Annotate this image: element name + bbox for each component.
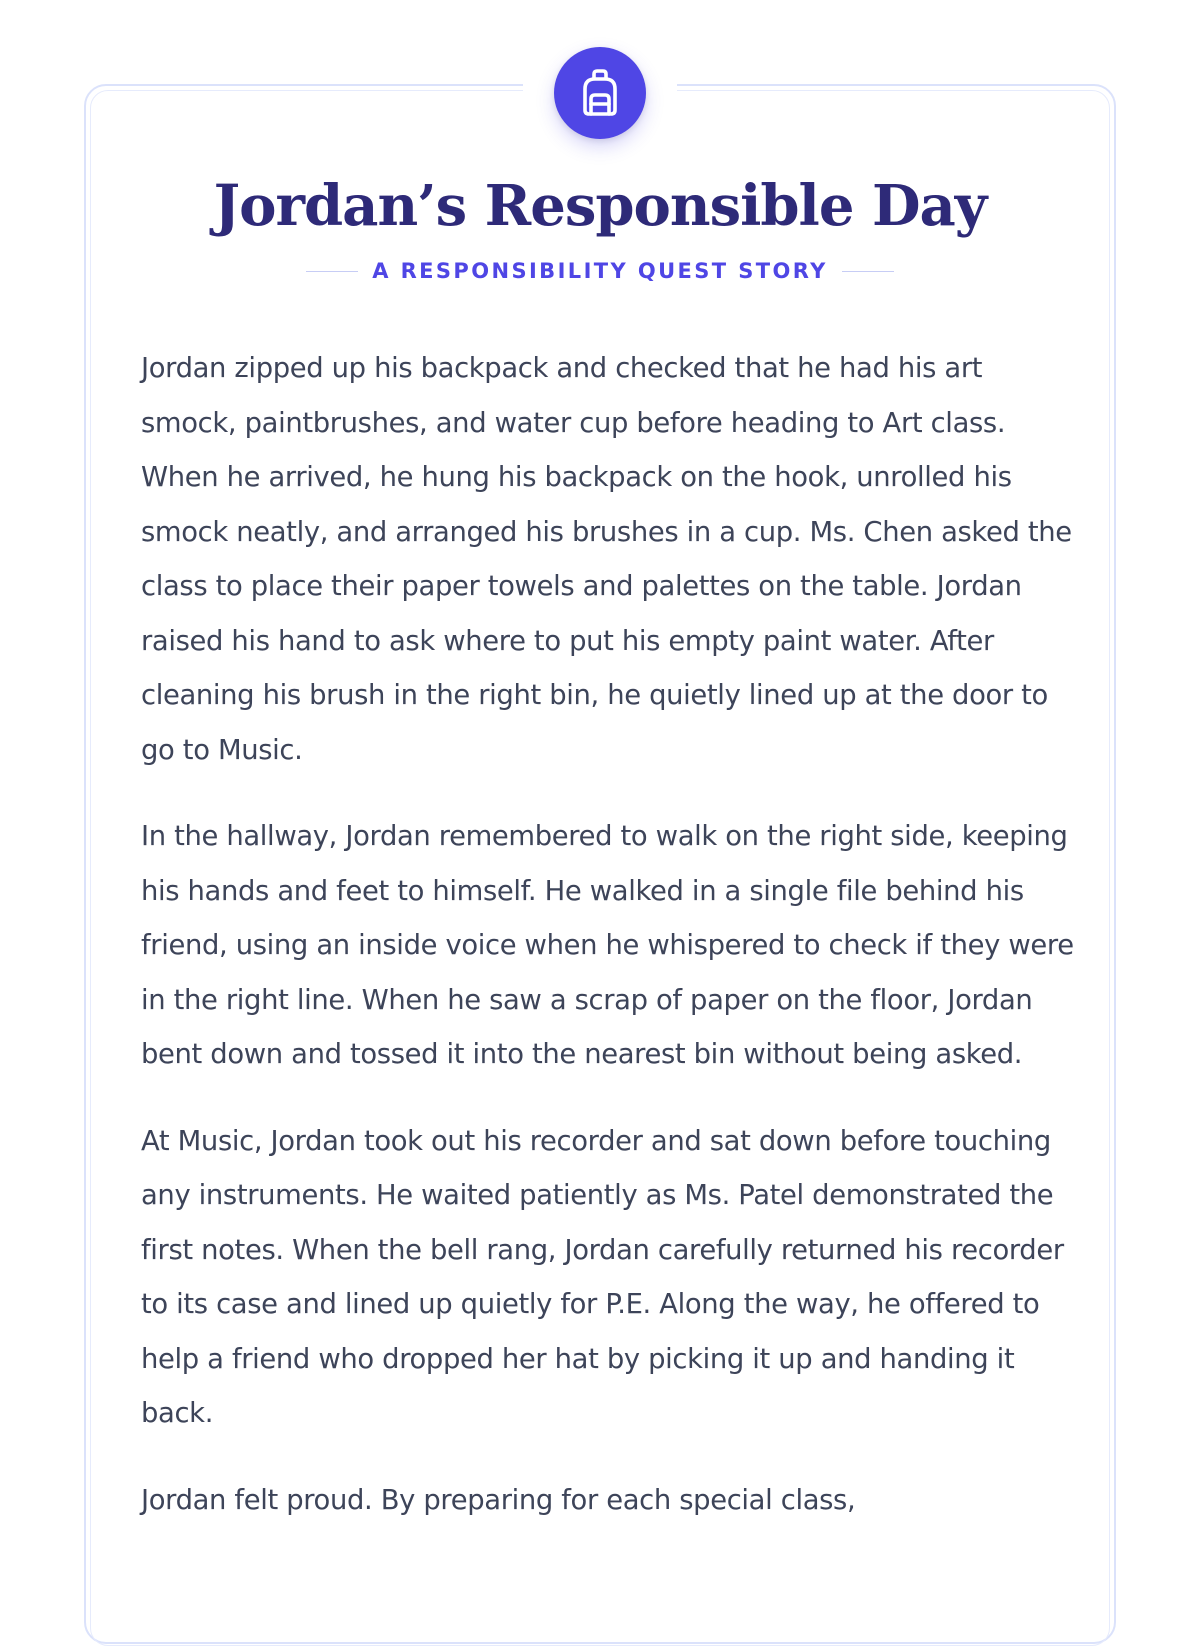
story-body xyxy=(141,342,1085,1560)
story-paragraph: At Music, Jordan took out his recorder and sat down before touching any instruments. He waited patiently as Ms. Patel demonstrated the first notes. When the bell rang, Jordan carefully returned his recorder to its case and lined up quietly for P.E. Along the way, he offered to help a friend who dropped her hat by picking it up and handing it back. xyxy=(141,1125,1064,1429)
story-title: Jordan’s Responsible Day xyxy=(213,173,987,239)
story-paragraph: Jordan zipped up his backpack and checked that he had his art smock, paintbrushes, and water cup before heading to Art class. When he arrived, he hung his backpack on the hook, unrolled his smock neatly, and arranged his brushes in a cup. Ms. Chen asked the class to place their paper towels and palettes on the table. Jordan raised his hand to ask where to put his empty paint water. After cleaning his brush in the right bin, he quietly lined up at the door to go to Music. xyxy=(141,353,1072,766)
badge xyxy=(554,47,646,139)
story-subtitle: A RESPONSIBILITY QUEST STORY xyxy=(372,259,828,283)
subtitle-row xyxy=(84,256,1116,286)
subtitle-rule-right xyxy=(842,271,894,272)
subtitle-rule-left xyxy=(306,271,358,272)
backpack-icon xyxy=(578,69,622,117)
story-paragraph: Jordan felt proud. By preparing for each special class, xyxy=(141,1484,856,1516)
story-paragraph: In the hallway, Jordan remembered to walk on the right side, keeping his hands and feet to himself. He walked in a single file behind his friend, using an inside voice when he whispered to check if they were in the right line. When he saw a scrap of paper on the floor, Jordan bent down and tossed it into the nearest bin without being asked. xyxy=(141,821,1074,1070)
